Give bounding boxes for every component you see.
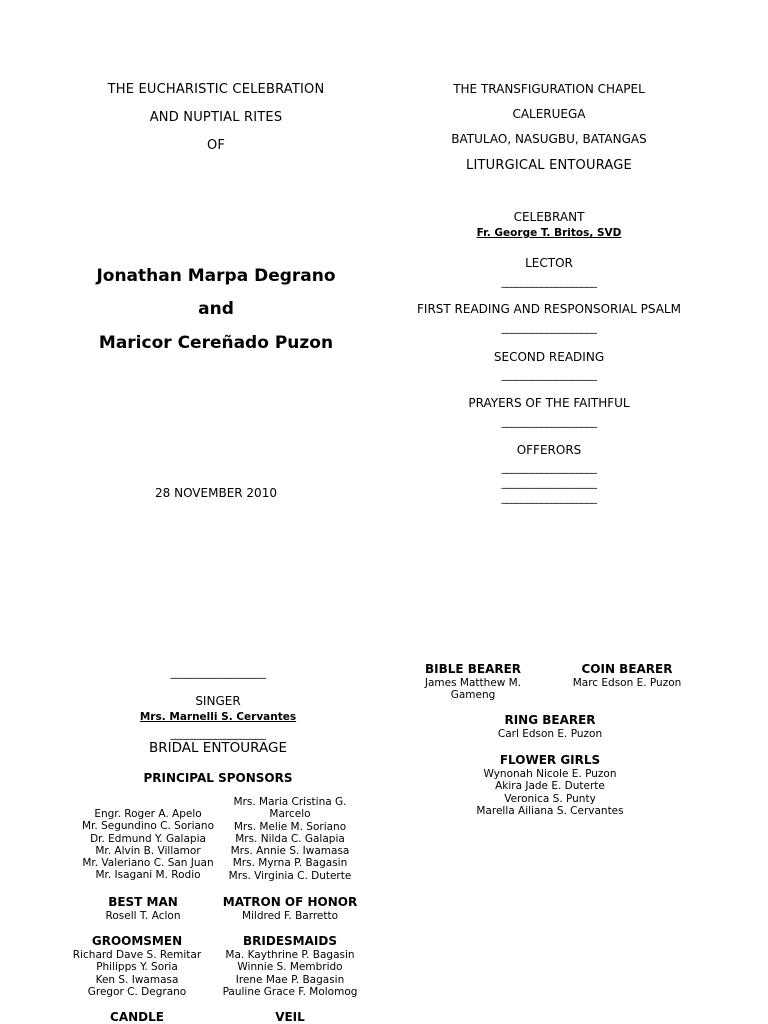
groomsmen-label: GROOMSMEN xyxy=(91,934,183,948)
singer-blank-bottom: ___________________ xyxy=(170,727,266,740)
list-item: Mr. Valeriano C. San Juan xyxy=(82,857,214,870)
list-item: Mrs. Nilda C. Galapia xyxy=(235,832,345,845)
coin-bearer-name: Marc Edson E. Puzon xyxy=(572,677,682,689)
best-man-name: Rosell T. Aclon xyxy=(105,910,181,922)
list-item: Engr. Roger A. Apelo xyxy=(94,808,202,820)
ring-bearer-label: RING BEARER xyxy=(504,713,596,727)
bible-bearer-label: BIBLE BEARER xyxy=(424,662,522,676)
ring-bearer-name: Carl Edson E. Puzon xyxy=(497,728,603,740)
first-reading-label: FIRST READING AND RESPONSORIAL PSALM xyxy=(417,302,681,316)
bridesmaids-label: BRIDESMAIDS xyxy=(243,934,337,948)
list-item: Ken S. Iwamasa xyxy=(95,973,179,986)
offerors-blank-3: ___________________ xyxy=(501,491,597,504)
singer-name: Mrs. Marnelli S. Cervantes xyxy=(139,711,297,723)
bible-bearer-name xyxy=(398,677,548,702)
bible-bearer-line1: James Matthew M. xyxy=(424,677,522,689)
first-reading-blank: ___________________ xyxy=(501,321,597,334)
candle-label: CANDLE xyxy=(110,1010,164,1024)
venue-line1: THE TRANSFIGURATION CHAPEL xyxy=(453,82,645,96)
list-item: Marcelo xyxy=(269,808,311,821)
matron-of-honor-label: MATRON OF HONOR xyxy=(222,895,358,909)
bridesmaids-list xyxy=(207,949,373,998)
list-item: Pauline Grace F. Molomog xyxy=(222,985,358,998)
list-item: Mr. Segundino C. Soriano xyxy=(81,820,215,833)
second-reading-blank: ___________________ xyxy=(501,368,597,381)
list-item: Ma. Kaythrine P. Bagasin xyxy=(225,949,355,961)
wedding-date: 28 NOVEMBER 2010 xyxy=(155,486,277,500)
list-item: Dr. Edmund Y. Galapia xyxy=(90,832,206,845)
list-item: Mrs. Melie M. Soriano xyxy=(233,820,347,833)
coin-bearer-label: COIN BEARER xyxy=(581,662,673,676)
cover-title-line1: THE EUCHARISTIC CELEBRATION xyxy=(107,82,325,97)
list-item: Mrs. Virginia C. Duterte xyxy=(228,869,352,882)
list-item: Richard Dave S. Remitar xyxy=(72,949,202,961)
singer-label: SINGER xyxy=(195,694,241,708)
sponsors-female-list xyxy=(207,796,373,882)
list-item: Mrs. Myrna P. Bagasin xyxy=(232,857,348,870)
list-item: Winnie S. Membrido xyxy=(237,961,343,974)
list-item: Mrs. Annie S. Iwamasa xyxy=(230,845,350,858)
prayers-label: PRAYERS OF THE FAITHFUL xyxy=(468,396,630,410)
offerors-label: OFFERORS xyxy=(516,443,582,457)
flower-girls-label: FLOWER GIRLS xyxy=(499,753,601,767)
list-item: Mr. Alvin B. Villamor xyxy=(95,844,201,857)
venue-line2: CALERUEGA xyxy=(512,107,586,121)
list-item: Mr. Isagani M. Rodio xyxy=(95,869,201,882)
list-item: Philipps Y. Soria xyxy=(96,961,178,974)
and-word: and xyxy=(198,299,234,319)
celebrant-name: Fr. George T. Britos, SVD xyxy=(476,227,622,239)
principal-sponsors-label: PRINCIPAL SPONSORS xyxy=(143,771,293,785)
offerors-blank-2: ___________________ xyxy=(501,476,597,489)
second-reading-label: SECOND READING xyxy=(493,350,605,364)
veil-label: VEIL xyxy=(275,1010,305,1024)
list-item: Mrs. Maria Cristina G. xyxy=(233,796,347,808)
celebrant-label: CELEBRANT xyxy=(513,210,585,224)
cover-title-line2: AND NUPTIAL RITES xyxy=(149,110,283,125)
list-item: Gregor C. Degrano xyxy=(87,985,187,998)
list-item: Akira Jade E. Duterte xyxy=(495,780,605,793)
liturgical-heading: LITURGICAL ENTOURAGE xyxy=(466,158,632,173)
list-item: Irene Mae P. Bagasin xyxy=(235,973,345,986)
lector-label: LECTOR xyxy=(525,256,573,270)
offerors-blank-1: ___________________ xyxy=(501,461,597,474)
bride-name: Maricor Cereñado Puzon xyxy=(98,333,334,353)
groomsmen-list xyxy=(54,949,220,998)
list-item: Wynonah Nicole E. Puzon xyxy=(483,768,617,780)
best-man-label: BEST MAN xyxy=(108,895,178,909)
cover-title-line3: OF xyxy=(206,138,226,153)
prayers-blank: ___________________ xyxy=(501,415,597,428)
bible-bearer-line2: Gameng xyxy=(450,689,496,702)
groom-name: Jonathan Marpa Degrano xyxy=(96,266,336,286)
list-item: Veronica S. Punty xyxy=(504,792,596,805)
bridal-entourage-heading: BRIDAL ENTOURAGE xyxy=(148,740,288,756)
lector-blank: ___________________ xyxy=(501,275,597,288)
list-item: Marella Ailiana S. Cervantes xyxy=(476,804,624,817)
flower-girls-list xyxy=(400,768,700,817)
singer-blank-top: ___________________ xyxy=(170,666,266,679)
matron-of-honor-name: Mildred F. Barretto xyxy=(241,910,339,922)
venue-line3: BATULAO, NASUGBU, BATANGAS xyxy=(451,132,647,146)
